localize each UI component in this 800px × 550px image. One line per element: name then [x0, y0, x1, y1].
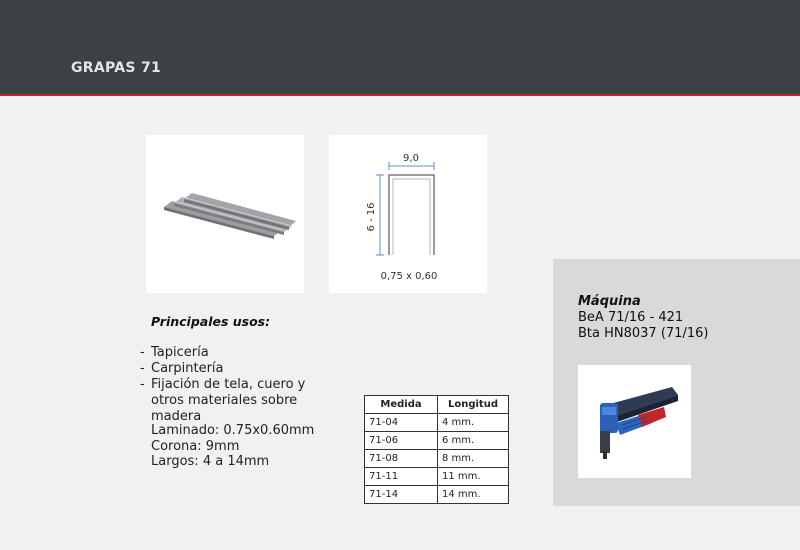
staple-outline-icon — [389, 175, 434, 255]
gauge-label: 0,75 x 0,60 — [380, 271, 438, 282]
height-label: 6 - 16 — [366, 202, 377, 232]
machine-model-1: BeA 71/16 - 421 — [578, 310, 684, 325]
table-row — [365, 432, 509, 450]
list-item: - Fijación de tela, cuero y otros materiales sobre madera — [140, 377, 340, 425]
staples-image — [146, 135, 304, 293]
table-cell: 14 mm. — [438, 486, 509, 504]
column-header-longitud: Longitud — [438, 396, 509, 414]
staples-strip-icon — [146, 135, 304, 293]
table-cell: 4 mm. — [438, 414, 509, 432]
list-item: - Tapicería — [140, 345, 340, 361]
stapler-tool-icon — [578, 365, 691, 478]
table-cell: 71-06 — [365, 432, 438, 450]
uses-title: Principales usos: — [151, 314, 271, 329]
table-row — [365, 414, 509, 432]
machine-section — [553, 259, 800, 506]
sizes-table — [364, 395, 509, 504]
width-label: 9,0 — [403, 153, 419, 164]
page-title: GRAPAS 71 — [71, 60, 162, 76]
spec-laminado: Laminado: 0.75x0.60mm — [151, 423, 315, 438]
spec-corona: Corona: 9mm — [151, 438, 240, 454]
page-header — [0, 0, 800, 95]
header-accent-line — [0, 94, 800, 96]
table-row — [365, 486, 509, 504]
table-header-row — [365, 396, 509, 414]
table-cell: 11 mm. — [438, 468, 509, 486]
table-cell: 71-08 — [365, 450, 438, 468]
machine-title: Máquina — [578, 294, 641, 309]
staple-dimension-diagram — [329, 135, 487, 293]
table-cell: 71-14 — [365, 486, 438, 504]
table-row — [365, 468, 509, 486]
column-header-medida: Medida — [365, 396, 438, 414]
table-cell: 71-11 — [365, 468, 438, 486]
specs-block — [151, 423, 314, 470]
list-item: - Carpintería — [140, 361, 340, 377]
table-row — [365, 450, 509, 468]
machine-image — [578, 365, 691, 478]
spec-largos: Largos: 4 a 14mm — [151, 454, 270, 469]
table-cell: 8 mm. — [438, 450, 509, 468]
table-cell: 71-04 — [365, 414, 438, 432]
uses-list — [140, 345, 340, 425]
table-cell: 6 mm. — [438, 432, 509, 450]
machine-model-2: Bta HN8037 (71/16) — [578, 326, 709, 341]
